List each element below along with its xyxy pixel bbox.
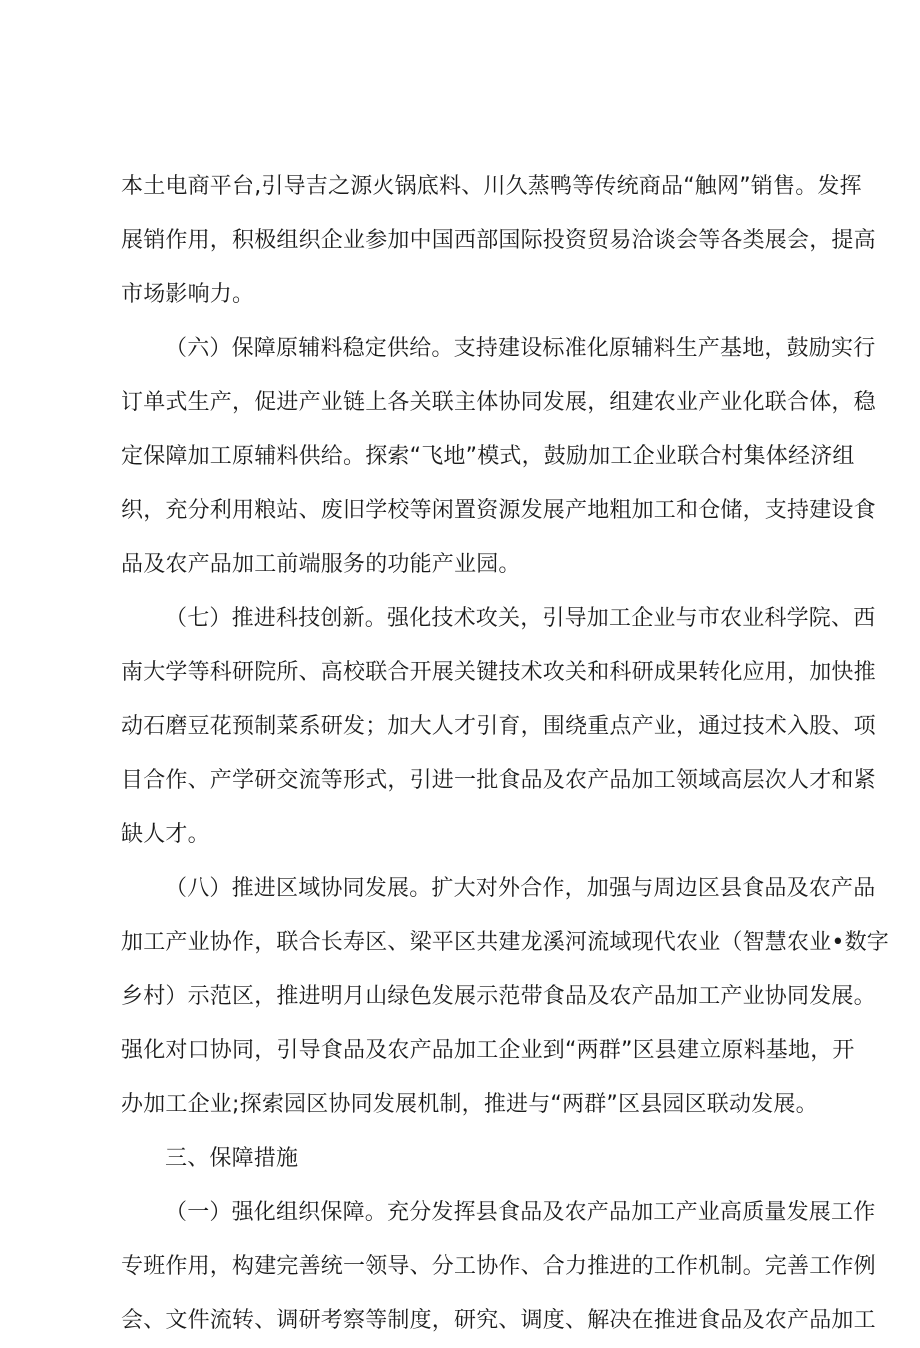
text-line: 乡村）示范区，推进明月山绿色发展示范带食品及农产品加工产业协同发展。 [121, 984, 876, 1009]
text-line: 加工产业协作，联合长寿区、梁平区共建龙溪河流域现代农业（智慧农业•数字 [121, 930, 889, 955]
text-line: 强化对口协同，引导食品及农产品加工企业到“两群”区县建立原料基地，开 [121, 1038, 855, 1063]
text-line: 本土电商平台,引导吉之源火锅底料、川久蒸鸭等传统商品“触网”销售。发挥 [121, 174, 862, 199]
paragraph-heading-seven: （七）推进科技创新。强化技术攻关，引导加工企业与市农业科学院、西 [165, 606, 876, 631]
paragraph-heading-one: （一）强化组织保障。充分发挥县食品及农产品加工产业高质量发展工作 [165, 1200, 876, 1225]
text-line: 动石磨豆花预制菜系研发；加大人才引育，围绕重点产业，通过技术入股、项 [121, 714, 876, 739]
text-line: 目合作、产学研交流等形式，引进一批食品及农产品加工领域高层次人才和紧 [121, 768, 876, 793]
text-line: 南大学等科研院所、高校联合开展关键技术攻关和科研成果转化应用，加快推 [121, 660, 876, 685]
paragraph-heading-six: （六）保障原辅料稳定供给。支持建设标准化原辅料生产基地，鼓励实行 [165, 336, 876, 361]
paragraph-heading-eight: （八）推进区域协同发展。扩大对外合作，加强与周边区县食品及农产品 [165, 876, 876, 901]
text-line: 专班作用，构建完善统一领导、分工协作、合力推进的工作机制。完善工作例 [121, 1254, 876, 1279]
text-line: 品及农产品加工前端服务的功能产业园。 [121, 552, 521, 577]
section-heading-safeguards: 三、保障措施 [165, 1146, 299, 1171]
text-line: 办加工企业;探索园区协同发展机制，推进与“两群”区县园区联动发展。 [121, 1092, 818, 1117]
text-line: 织，充分利用粮站、废旧学校等闲置资源发展产地粗加工和仓储，支持建设食 [121, 498, 876, 523]
body-text [121, 160, 889, 1348]
text-line: 展销作用，积极组织企业参加中国西部国际投资贸易洽谈会等各类展会，提高 [121, 228, 876, 253]
text-line: 会、文件流转、调研考察等制度，研究、调度、解决在推进食品及农产品加工 [121, 1308, 876, 1333]
text-line: 定保障加工原辅料供给。探索“飞地”模式，鼓励加工企业联合村集体经济组 [121, 444, 855, 469]
text-line: 订单式生产，促进产业链上各关联主体协同发展，组建农业产业化联合体，稳 [121, 390, 876, 415]
text-line: 缺人才。 [121, 822, 210, 847]
text-line: 市场影响力。 [121, 282, 255, 307]
